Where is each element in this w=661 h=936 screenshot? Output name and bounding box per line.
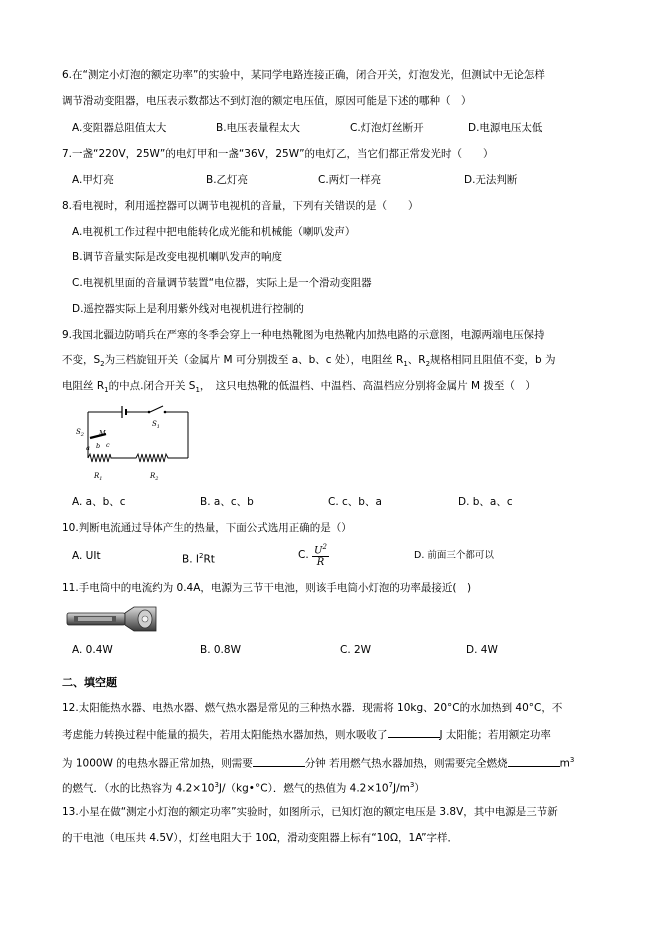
switch-s1-lever [150, 406, 163, 412]
q7-option-a[interactable]: A.甲灯亮 [72, 174, 114, 186]
q9-option-c[interactable]: C. c、b、a [328, 496, 382, 508]
resistor-r2 [120, 454, 188, 462]
q7-option-c[interactable]: C.两灯一样亮 [318, 174, 382, 186]
q9-circuit-diagram [68, 400, 198, 490]
q7-option-d[interactable]: D.无法判断 [464, 174, 518, 186]
q7-line1: 7.一盏“220V，25W”的电灯甲和一盏“36V，25W”的电灯乙，当它们都正常发光时（ ） [62, 148, 494, 160]
q8-option-d[interactable]: D.遥控器实际上是利用紫外线对电视机进行控制的 [72, 303, 304, 315]
q12-line1: 12.太阳能热水器、电热水器、燃气热水器是常见的三种热水器．现需将 10kg、20°C的水加热到 40°C，不 [62, 702, 563, 714]
label-c: c [106, 441, 110, 449]
label-s1: $S_1$ [152, 420, 160, 430]
q10-line1: 10.判断电流通过导体产生的热量，下面公式选用正确的是（） [62, 522, 352, 534]
q11-options [72, 642, 601, 658]
q6-line2: 调节滑动变阻器，电压表示数都达不到灯泡的额定电压值，原因可能是下述的哪种（ ） [62, 95, 472, 107]
q9-option-b[interactable]: B. a、c、b [200, 496, 254, 508]
label-a: a [86, 444, 90, 452]
q9-option-d[interactable]: D. b、a、c [458, 496, 513, 508]
q10-option-b[interactable]: B. $I^2Rt$ [182, 552, 215, 566]
q13-line1: 13.小星在做“测定小灯泡的额定功率”实验时，如图所示，已知灯泡的额定电压是 3.8V，其中电源是三节新 [62, 806, 558, 818]
q9-option-a[interactable]: A. a、b、c [72, 496, 126, 508]
section-title-fill-in: 二、填空题 [62, 676, 117, 689]
q7-option-b[interactable]: B.乙灯亮 [206, 174, 249, 186]
q11-option-a[interactable]: A. 0.4W [72, 644, 113, 656]
q8-line1: 8.看电视时，利用遥控器可以调节电视机的音量，下列有关错误的是（ ） [62, 200, 419, 212]
q9-line3: 电阻丝 $R_1$的中点.闭合开关 $S_1$， 这只电热靴的低温档、中温档、高温档应分别将金属片 M 拨至（ ） [62, 380, 536, 395]
q8-option-b[interactable]: B.调节音量实际是改变电视机喇叭发声的响度 [72, 251, 283, 263]
q11-option-b[interactable]: B. 0.8W [200, 644, 241, 656]
q10-options [72, 543, 601, 572]
label-b: b [96, 442, 101, 450]
q12-blank-1[interactable] [388, 726, 440, 738]
label-m: M [99, 429, 106, 437]
q11-option-c[interactable]: C. 2W [340, 644, 372, 656]
q12-line3: 为 1000W 的电热水器正常加热，则需要 分钟 若用燃气热水器加热，则需要完全燃烧 $m^3$ [62, 756, 575, 770]
q6-option-d[interactable]: D.电源电压太低 [468, 122, 543, 134]
q9-line1: 9.我国北疆边防哨兵在严寒的冬季会穿上一种电热靴图为电热靴内加热电路的示意图，电源两端电压保持 [62, 329, 545, 341]
q12-line4: 的燃气．（水的比热容为 $4.2\times 10^3J/(kg•^\circ C)$．燃气的热值为 $4.2\times 10^7J/m^3$） [62, 781, 425, 795]
q13-line2: 的干电池（电压共 4.5V），灯丝电阻大于 10Ω，滑动变阻器上标有“10Ω，1A”字样． [62, 832, 459, 844]
q6-line1: 6.在“测定小灯泡的额定功率”的实验中，某同学电路连接正确，闭合开关，灯泡发光，但测试中无论怎样 [62, 69, 545, 81]
q6-option-c[interactable]: C.灯泡灯丝断开 [350, 122, 424, 134]
q6-options [72, 120, 601, 136]
q12-blank-3[interactable] [508, 755, 560, 767]
formula-u2-over-r: $\frac{U^2}{R}$ [314, 543, 327, 569]
q10-option-d[interactable]: D. 前面三个都可以 [414, 550, 494, 561]
resistor-r1 [88, 454, 120, 462]
q12-line2: 考虑能力转换过程中能量的损失，若用太阳能热水器加热，则水吸收了 J 太阳能；若用额定功率 [62, 726, 551, 743]
q9-options [72, 494, 601, 510]
q9-line2: 不变，$S_2$为三档旋钮开关（金属片 M 可分别拨至 a、b、c 处），电阻丝 $R_1$、$R_2$规格相同且阻值不变，b 为 [62, 354, 556, 369]
q6-option-a[interactable]: A.变阻器总阻值太大 [72, 122, 167, 134]
q6-option-b[interactable]: B.电压表量程太大 [216, 122, 301, 134]
q10-option-c[interactable]: C. $\frac{U^2}{R}$ [298, 543, 327, 569]
q8-option-c[interactable]: C.电视机里面的音量调节装置“电位器，实际上是一个滑动变阻器 [72, 277, 372, 289]
label-r2: $R_2$ [150, 472, 159, 482]
q10-option-a[interactable]: A. UIt [72, 550, 101, 562]
q11-option-d[interactable]: D. 4W [466, 644, 498, 656]
label-s2: $S_2$ [76, 428, 84, 438]
q8-option-a[interactable]: A.电视机工作过程中把电能转化成光能和机械能（喇叭发声） [72, 226, 356, 238]
label-r1: $R_1$ [94, 472, 103, 482]
flashlight-image [66, 604, 158, 634]
q7-options [72, 172, 601, 188]
q11-line1: 11.手电筒中的电流约为 0.4A，电源为三节干电池，则该手电筒小灯泡的功率最接近( ) [62, 582, 472, 594]
q12-blank-2[interactable] [253, 755, 305, 767]
